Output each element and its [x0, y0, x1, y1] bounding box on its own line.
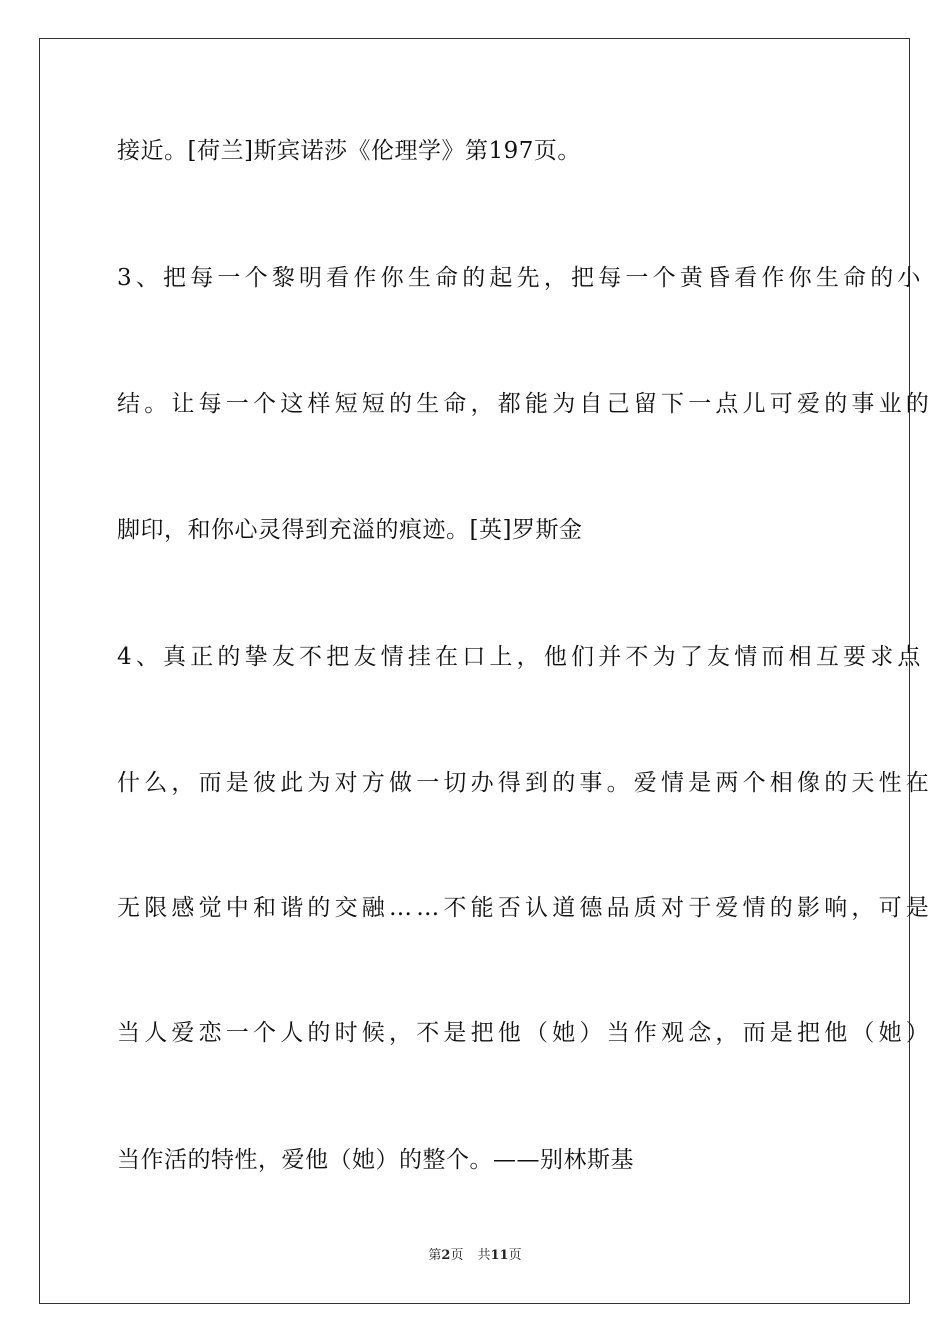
total-pages: 11	[490, 1248, 509, 1263]
total-prefix: 共	[477, 1248, 491, 1263]
text-line-5: 4、真正的挚友不把友情挂在口上，他们并不为了友情而相互要求点	[117, 644, 925, 670]
page-number: 2	[441, 1248, 451, 1263]
page-footer	[0, 1247, 950, 1265]
text-line-7: 无限感觉中和谐的交融……不能否认道德品质对于爱情的影响，可是	[117, 895, 933, 921]
text-line-3: 结。让每一个这样短短的生命，都能为自己留下一点儿可爱的事业的	[117, 391, 933, 417]
total-suffix: 页	[508, 1248, 522, 1263]
text-line-4: 脚印，和你心灵得到充溢的痕迹。[英]罗斯金	[117, 517, 583, 543]
page-prefix: 第	[428, 1248, 442, 1263]
page-suffix: 页	[450, 1248, 464, 1263]
text-line-8: 当人爱恋一个人的时候，不是把他（她）当作观念，而是把他（她）	[117, 1020, 933, 1046]
text-line-6: 什么，而是彼此为对方做一切办得到的事。爱情是两个相像的天性在	[117, 770, 933, 796]
text-line-9: 当作活的特性，爱他（她）的整个。——别林斯基	[117, 1147, 634, 1173]
text-line-2: 3、把每一个黎明看作你生命的起先，把每一个黄昏看作你生命的小	[117, 265, 925, 291]
text-line-1: 接近。[荷兰]斯宾诺莎《伦理学》第197页。	[117, 138, 581, 164]
